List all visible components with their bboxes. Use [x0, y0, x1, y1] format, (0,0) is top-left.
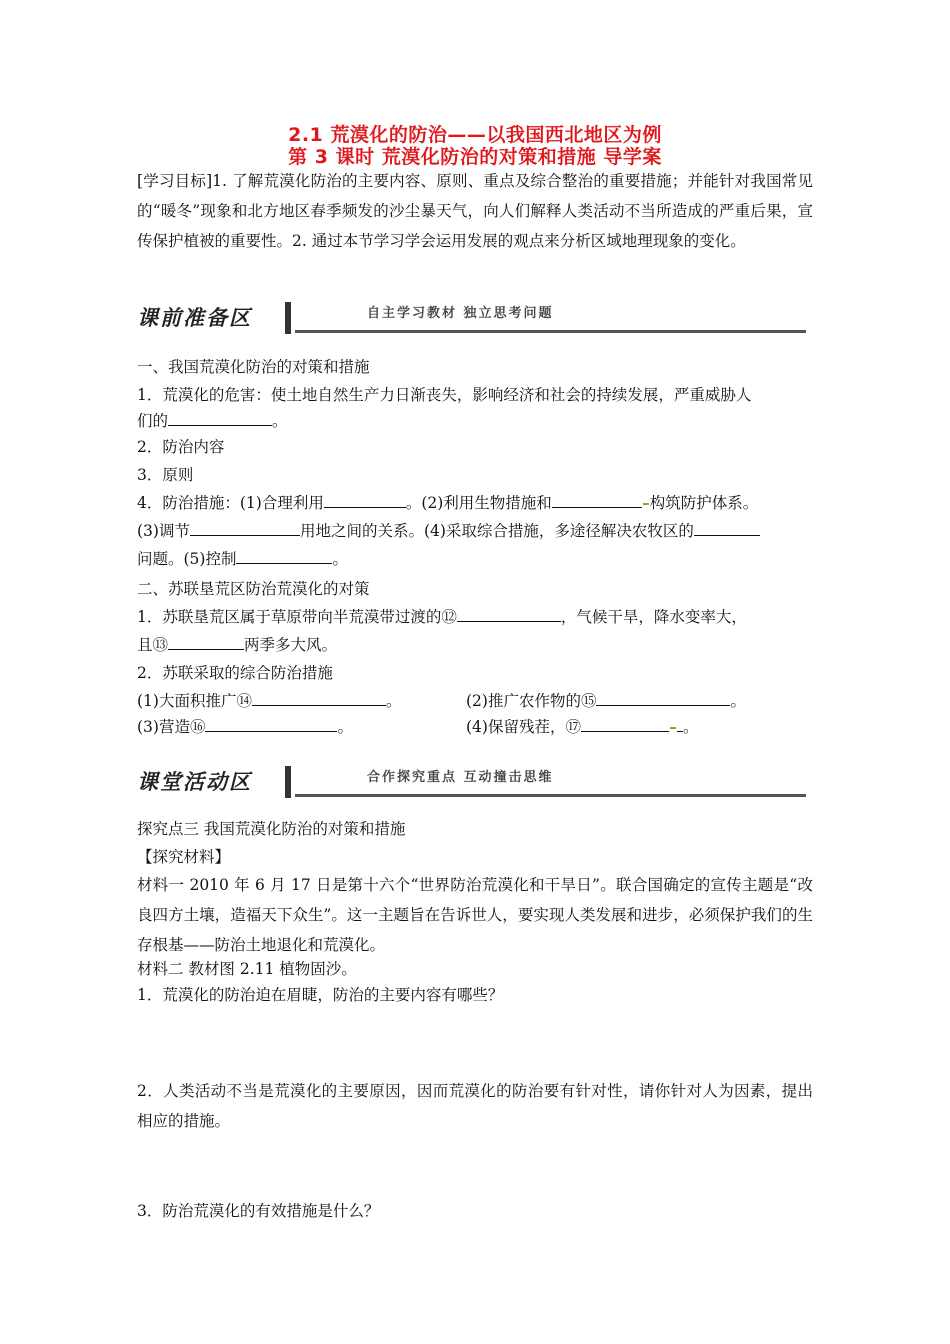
- section-divider-thick: [285, 766, 291, 798]
- fill-blank[interactable]: [168, 407, 272, 426]
- section-divider-thick: [285, 302, 291, 334]
- part2-item2: 2．苏联采取的综合防治措施: [137, 664, 333, 682]
- item-text: 。: [730, 692, 746, 710]
- section-header-in-class: [137, 764, 806, 800]
- section-subtitle: 自主学习教材 独立思考问题: [367, 306, 554, 321]
- fill-blank[interactable]: [581, 713, 669, 732]
- item-text: (1)大面积推广⑭: [137, 692, 252, 710]
- section-divider-thin: [295, 330, 806, 333]
- part1-item2: 2．防治内容: [137, 438, 225, 456]
- part2-heading: 二、苏联垦荒区防治荒漠化的对策: [137, 580, 370, 598]
- title-line-1: 2.1 荒漠化的防治——以我国西北地区为例: [288, 124, 662, 146]
- section-divider-thin: [295, 794, 806, 797]
- item-text: 。: [337, 718, 353, 736]
- part1-item3: 3．原则: [137, 466, 194, 484]
- item-text: (4)保留残茬，⑰: [466, 718, 581, 736]
- section-label: 课堂活动区: [137, 770, 252, 794]
- part2-item1-line2: [137, 630, 337, 660]
- item-text: 两季多大风。: [244, 636, 338, 654]
- item-text: 4．防治措施：(1)合理利用: [137, 494, 324, 512]
- item-text: (3)营造⑯: [137, 718, 206, 736]
- question-3: 3．防治荒漠化的有效措施是什么？: [137, 1202, 380, 1220]
- fill-blank[interactable]: [236, 545, 332, 564]
- part1-item1-line1: 1．荒漠化的危害：使土地自然生产力日渐丧失，影响经济和社会的持续发展，严重威胁人: [137, 386, 752, 404]
- material-two: 材料二 教材图 2.11 植物固沙。: [137, 960, 357, 978]
- item-text: 。: [682, 718, 699, 736]
- item-text: 。: [332, 550, 348, 568]
- part1-item4-line1: [137, 488, 758, 518]
- item-text: (2)推广农作物的⑮: [466, 692, 597, 710]
- scan-mark: [643, 503, 649, 505]
- item-text: 。(2)利用生物措施和: [405, 494, 552, 512]
- fill-blank[interactable]: [205, 713, 337, 732]
- section-label: 课前准备区: [137, 306, 252, 330]
- item-text: 。: [385, 692, 402, 710]
- item-text: 问题。(5)控制: [137, 550, 237, 568]
- item-text: 且⑬: [137, 636, 169, 654]
- fill-blank[interactable]: [596, 687, 730, 706]
- question-2: 2．人类活动不当是荒漠化的主要原因，因而荒漠化的防治要有针对性，请你针对人为因素，提出相应的措施。: [137, 1082, 813, 1130]
- item-text: (3)调节: [137, 522, 190, 540]
- item-text: ，气候干旱，降水变率大，: [560, 608, 747, 626]
- fill-blank[interactable]: [324, 489, 406, 508]
- fill-blank[interactable]: [252, 687, 386, 706]
- part1-item4-line3: [137, 544, 348, 574]
- material-title: 【探究材料】: [137, 848, 231, 866]
- part1-heading: 一、我国荒漠化防治的对策和措施: [137, 358, 370, 376]
- item-text: 用地之间的关系。(4)采取综合措施，多途径解决农牧区的: [299, 522, 694, 540]
- question-1: 1．荒漠化的防治迫在眉睫，防治的主要内容有哪些？: [137, 986, 504, 1004]
- fill-blank[interactable]: [168, 631, 244, 650]
- material-one: 材料一 2010 年 6 月 17 日是第十六个“世界防治荒漠化和干旱日”。联合国确定的宣传主题是“改良四方土壤，造福天下众生”。这一主题旨在告诉世人，要实现人类发展和进步，必须保护我们的生存根基——防治土地退化和荒漠化。: [137, 876, 813, 954]
- part2-measure-3: [137, 712, 353, 742]
- item-text: 们的: [137, 412, 169, 430]
- part1-item4-line2: [137, 516, 760, 546]
- item-text: 构筑防护体系。: [649, 494, 759, 512]
- scan-mark: [670, 727, 676, 729]
- part2-measure-4: [466, 712, 698, 742]
- learning-objectives: [137, 166, 813, 256]
- fill-blank[interactable]: [190, 517, 300, 536]
- section-subtitle: 合作探究重点 互动撞击思维: [367, 770, 554, 785]
- explore-heading: 探究点三 我国荒漠化防治的对策和措施: [137, 820, 406, 838]
- part2-item1-line1: [137, 602, 747, 632]
- title-line-2: 第 3 课时 荒漠化防治的对策和措施 导学案: [288, 146, 662, 168]
- item-text: 。: [272, 412, 288, 430]
- objective-label: [学习目标]: [137, 172, 213, 190]
- fill-blank[interactable]: [694, 517, 760, 536]
- item-text: 1．苏联垦荒区属于草原带向半荒漠带过渡的⑫: [137, 608, 457, 626]
- fill-blank[interactable]: [552, 489, 642, 508]
- objective-text: 1. 了解荒漠化防治的主要内容、原则、重点及综合整治的重要措施；并能针对我国常见的“暖冬”现象和北方地区春季频发的沙尘暴天气，向人们解释人类活动不当所造成的严重后果，宣传保护植被的重要性。2. 通过本节学习学会运用发展的观点来分析区域地理现象的变化。: [137, 172, 813, 250]
- section-header-pre-class: [137, 300, 806, 336]
- fill-blank[interactable]: [457, 603, 561, 622]
